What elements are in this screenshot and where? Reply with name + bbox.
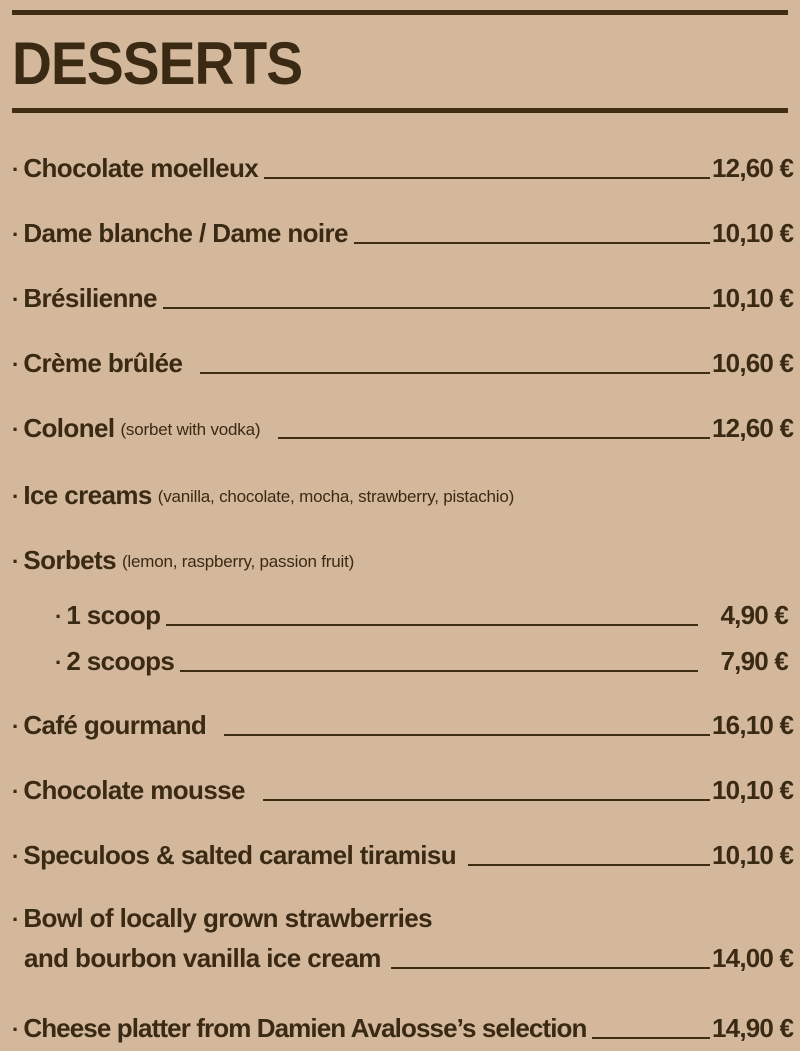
- menu-subitem-2-scoops: [55, 636, 788, 676]
- menu-item-chocolate-moelleux: [12, 143, 794, 183]
- item-name: Cheese platter from Damien Avalosse’s selection: [23, 1013, 587, 1043]
- item-name: Brésilienne: [23, 283, 157, 313]
- top-rule: [12, 10, 788, 15]
- menu-subitem-1-scoop: [55, 590, 788, 630]
- leader-line: [264, 176, 710, 179]
- item-price: 10,10 €: [712, 218, 794, 248]
- menu-item-colonel: [12, 403, 794, 443]
- menu-item-cafe-gourmand: [12, 700, 794, 740]
- title-underline-rule: [12, 108, 788, 113]
- item-name: Café gourmand: [23, 710, 207, 740]
- item-name: Speculoos & salted caramel tiramisu: [23, 840, 457, 870]
- bullet: ·: [12, 157, 20, 182]
- bullet: ·: [12, 844, 20, 869]
- bullet: ·: [12, 779, 20, 804]
- bullet: ·: [12, 352, 20, 377]
- item-price: 12,60 €: [712, 153, 794, 183]
- leader-line: [163, 306, 710, 309]
- leader-line: [592, 1036, 710, 1039]
- item-name: Dame blanche / Dame noire: [23, 218, 348, 248]
- item-price: 12,60 €: [712, 413, 794, 443]
- item-name: Crème brûlée: [23, 348, 183, 378]
- item-name: Sorbets: [23, 545, 116, 575]
- menu-item-dame-blanche: [12, 208, 794, 248]
- menu-item-bresilienne: [12, 273, 794, 313]
- bullet: ·: [55, 604, 63, 629]
- bullet: ·: [55, 650, 63, 675]
- menu-item-creme-brulee: [12, 338, 794, 378]
- item-name: 2 scoops: [66, 646, 175, 676]
- leader-line: [263, 798, 710, 801]
- item-price: 7,90 €: [720, 646, 788, 676]
- item-price: 10,10 €: [712, 840, 794, 870]
- bullet: ·: [12, 222, 20, 247]
- item-name: Ice creams: [23, 480, 152, 510]
- menu-item-cheese-platter: [12, 1003, 794, 1043]
- bullet: ·: [12, 714, 20, 739]
- menu-item-ice-creams: [12, 470, 788, 510]
- item-name: Colonel: [23, 413, 115, 443]
- page-title: DESSERTS: [12, 30, 303, 97]
- bullet: ·: [12, 907, 20, 932]
- item-name: Chocolate moelleux: [23, 153, 259, 183]
- leader-line: [180, 669, 698, 672]
- menu-item-strawberries-bowl: [12, 893, 794, 973]
- item-price: 16,10 €: [712, 710, 794, 740]
- bullet: ·: [12, 549, 20, 574]
- item-name: 1 scoop: [66, 600, 161, 630]
- item-note: (vanilla, chocolate, mocha, strawberry, pistachio): [157, 487, 515, 506]
- item-note: (lemon, raspberry, passion fruit): [121, 552, 355, 571]
- bullet: ·: [12, 484, 20, 509]
- leader-line: [391, 966, 710, 969]
- bullet: ·: [12, 417, 20, 442]
- item-price: 10,10 €: [712, 775, 794, 805]
- menu-item-sorbets: [12, 535, 788, 575]
- leader-line: [354, 241, 710, 244]
- leader-line: [166, 623, 698, 626]
- item-note: (sorbet with vodka): [120, 420, 261, 439]
- item-name-line2: and bourbon vanilla ice cream: [24, 943, 381, 973]
- item-price: 4,90 €: [720, 600, 788, 630]
- item-name: Chocolate mousse: [23, 775, 245, 805]
- menu-item-speculoos-tiramisu: [12, 830, 794, 870]
- leader-line: [468, 863, 710, 866]
- menu-item-chocolate-mousse: [12, 765, 794, 805]
- bullet: ·: [12, 1017, 20, 1042]
- item-price: 14,00 €: [712, 943, 794, 973]
- item-price: 10,10 €: [712, 283, 794, 313]
- leader-line: [278, 436, 710, 439]
- bullet: ·: [12, 287, 20, 312]
- leader-line: [200, 371, 710, 374]
- item-price: 14,90 €: [712, 1013, 794, 1043]
- item-name-line1: Bowl of locally grown strawberries: [23, 903, 433, 933]
- leader-line: [224, 733, 710, 736]
- item-price: 10,60 €: [712, 348, 794, 378]
